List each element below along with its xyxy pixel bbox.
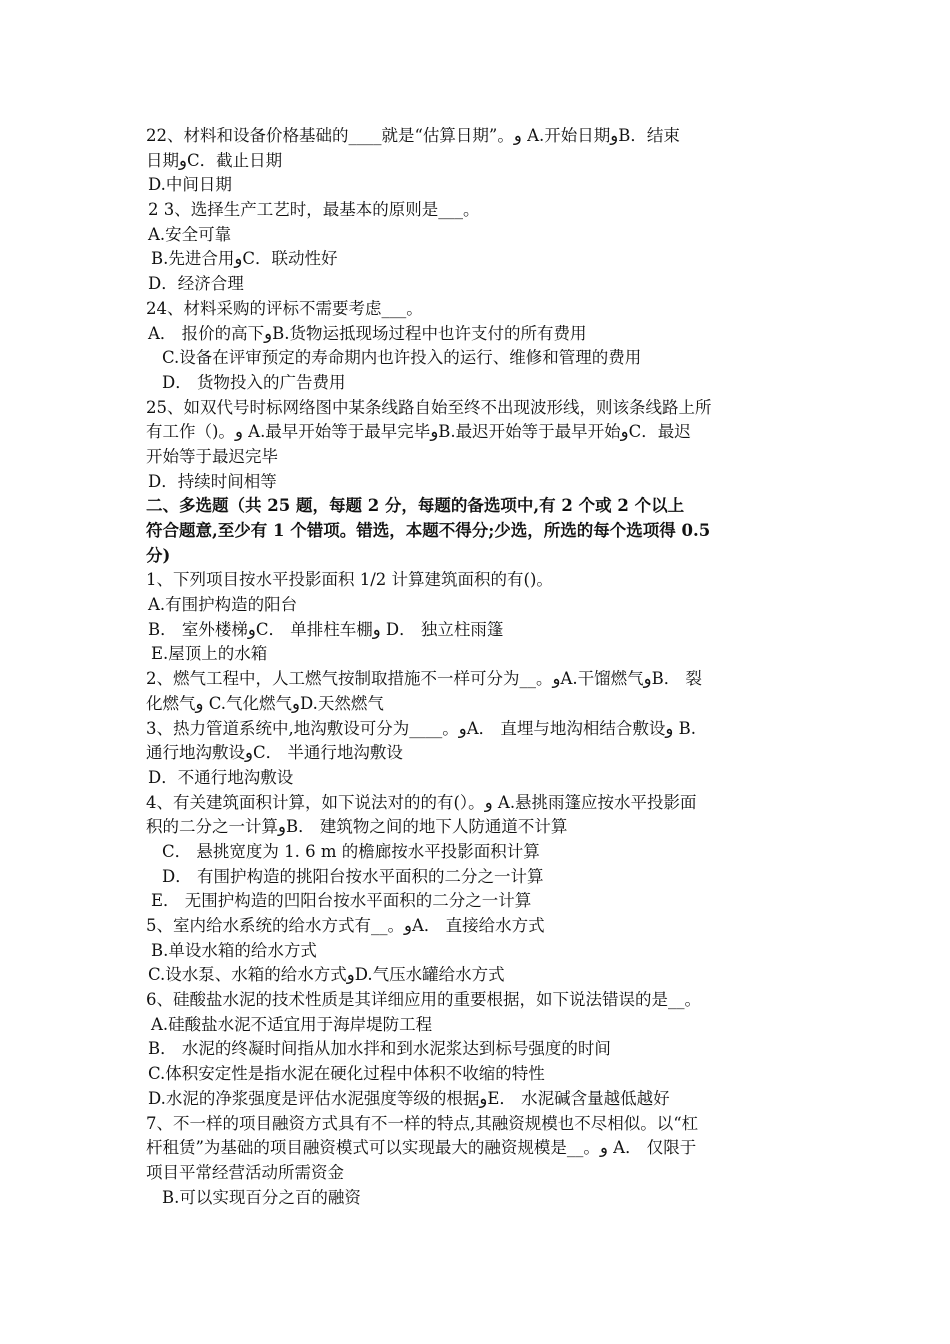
text-line: A.有围护构造的阳台 [148, 595, 298, 615]
text-line: 3、热力管道系统中,地沟敷设可分为____。وA． 直埋与地沟相结合敷设و B. [146, 718, 696, 738]
text-line: D.中间日期 [148, 175, 232, 195]
text-line: 1、下列项目按水平投影面积 1/2 计算建筑面积的有()。 [146, 570, 553, 590]
text-line: 6、硅酸盐水泥的技术性质是其详细应用的重要根据，如下说法错误的是__。 [146, 990, 701, 1010]
text-line: C.体积安定性是指水泥在硬化过程中体积不收缩的特性 [148, 1064, 545, 1084]
text-line: A． 报价的高下وB.货物运抵现场过程中也许支付的所有费用 [148, 323, 587, 343]
text-line: 7、不一样的项目融资方式具有不一样的特点,其融资规模也不尽相似。以“杠 [146, 1113, 699, 1133]
text-line: C.设水泵、水箱的给水方式وD.气压水罐给水方式 [148, 965, 505, 985]
text-line: B.先进合用وC．联动性好 [151, 249, 338, 269]
text-line: 通行地沟敷设وC． 半通行地沟敷设 [146, 743, 403, 763]
section-heading-line: 分) [146, 545, 171, 565]
text-line: B.可以实现百分之百的融资 [162, 1187, 361, 1207]
text-line: 4、有关建筑面积计算，如下说法对的的有(）。و A.悬挑雨篷应按水平投影面 [146, 792, 697, 812]
text-line: B． 室外楼梯وC． 单排柱车棚و D． 独立柱雨篷 [148, 619, 504, 639]
text-line: D． 货物投入的广告费用 [162, 372, 346, 392]
text-line: 2、燃气工程中，人工燃气按制取措施不一样可分为__。وA.干馏燃气وB． 裂 [146, 669, 702, 689]
text-line: D．不通行地沟敷设 [148, 767, 294, 787]
text-line: D． 有围护构造的挑阳台按水平面积的二分之一计算 [162, 866, 544, 886]
text-line: 项目平常经营活动所需资金 [146, 1162, 344, 1182]
text-line: D．经济合理 [148, 274, 244, 294]
text-line: C.设备在评审预定的寿命期内也许投入的运行、维修和管理的费用 [162, 348, 642, 368]
document-body [146, 124, 808, 1210]
text-line: C． 悬挑宽度为 1. 6 m 的檐廊按水平投影面积计算 [162, 841, 540, 861]
section-heading-line: 二、多选题（共 25 题，每题 2 分，每题的备选项中,有 2 个或 2 个以上 [146, 496, 685, 516]
text-line: 25、如双代号时标网络图中某条线路自始至终不出现波形线，则该条线路上所 [146, 397, 712, 417]
text-line: 化燃气و C.气化燃气وD.天然燃气 [146, 693, 384, 713]
text-line: 5、室内给水系统的给水方式有__。وA． 直接给水方式 [146, 916, 545, 935]
text-line: E． 无围护构造的凹阳台按水平面积的二分之一计算 [151, 891, 532, 911]
text-line: A.硅酸盐水泥不适宜用于海岸堤防工程 [151, 1014, 433, 1034]
text-line: 2 3、选择生产工艺时，最基本的原则是___。 [148, 200, 480, 220]
text-line: D．持续时间相等 [148, 471, 277, 491]
text-line: 日期وC．截止日期 [146, 150, 283, 170]
text-line: 开始等于最迟完毕 [146, 446, 278, 466]
section-heading-line: 符合题意,至少有 1 个错项。错选，本题不得分;少选，所选的每个选项得 0.5 [146, 521, 711, 540]
text-line: E.屋顶上的水箱 [151, 644, 268, 664]
text-line: 有工作（)。و A.最早开始等于最早完毕وB.最迟开始等于最早开始وC．最迟 [146, 422, 691, 442]
text-line: 24、材料采购的评标不需要考虑___。 [146, 298, 423, 318]
text-line: B.单设水箱的给水方式 [151, 940, 317, 960]
text-line: 22、材料和设备价格基础的____就是“估算日期”。و A.开始日期وB．结束 [146, 126, 680, 145]
text-line: B． 水泥的终凝时间指从加水拌和到水泥浆达到标号强度的时间 [148, 1039, 611, 1059]
text-line: A.安全可靠 [148, 224, 232, 244]
text-line: 杆租赁”为基础的项目融资模式可以实现最大的融资规模是__。و A． 仅限于 [146, 1138, 697, 1158]
text-line: 积的二分之一计算وB． 建筑物之间的地下人防通道不计算 [146, 817, 568, 837]
text-line: D.水泥的净浆强度是评估水泥强度等级的根据وE． 水泥碱含量越低越好 [148, 1088, 670, 1108]
